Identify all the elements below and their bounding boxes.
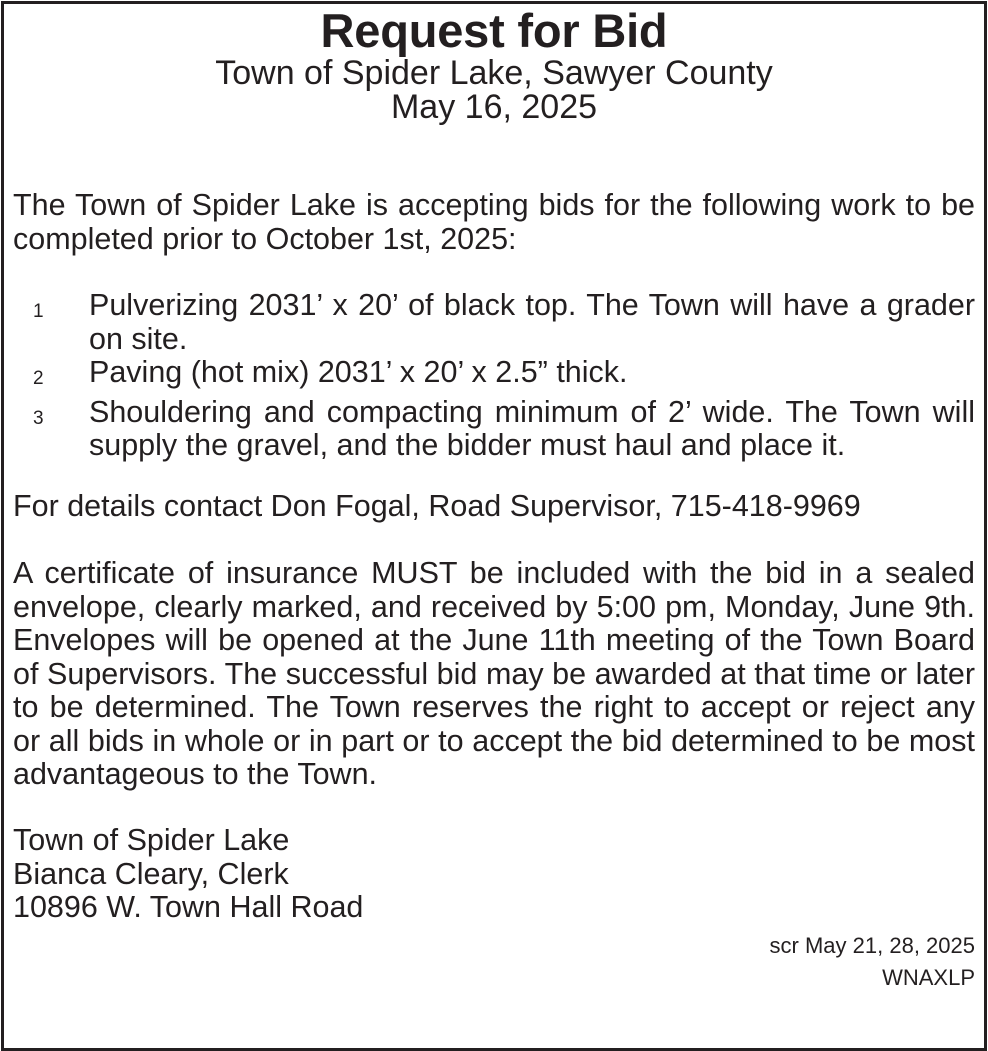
list-item <box>13 289 975 356</box>
publication-dates: scr May 21, 28, 2025 <box>769 933 975 958</box>
publication-footer <box>770 930 975 994</box>
work-items-list <box>13 289 975 463</box>
list-item-number: 1 <box>33 301 44 322</box>
list-item <box>13 396 975 463</box>
list-item <box>13 356 975 396</box>
notice-date: May 16, 2025 <box>390 88 598 126</box>
list-item-text: Shouldering and compacting minimum of 2’ wide. The Town will supply the gravel, and the bidder must haul and place it. <box>89 394 975 462</box>
signature-block <box>13 824 363 925</box>
insurance-paragraph: A certificate of insurance MUST be included with the bid in a sealed envelope, clearly marked, and received by 5:00 pm, Monday, June 9th. Envelopes will be opened at the June 11th meeting of the Town Board of Supervisors. The successful bid may be awarded at that time or later to be determined. The Town reserves the right to accept or reject any or all bids in whole or in part or to accept the bid determined to be most advantageous to the Town. <box>13 556 975 791</box>
signature-address: 10896 W. Town Hall Road <box>13 890 364 924</box>
notice-header <box>4 6 984 124</box>
contact-line: For details contact Don Fogal, Road Supervisor, 715-418-9969 <box>13 489 861 523</box>
legal-notice <box>1 1 987 1051</box>
list-item-number: 3 <box>33 407 44 429</box>
list-item-text: Paving (hot mix) 2031’ x 20’ x 2.5” thick. <box>89 355 628 389</box>
list-item-number: 2 <box>33 368 44 389</box>
publication-code: WNAXLP <box>882 965 975 990</box>
page-title: Request for Bid <box>320 4 668 57</box>
signature-name: Bianca Cleary, Clerk <box>13 856 289 891</box>
list-item-text: Pulverizing 2031’ x 20’ of black top. The Town will have a grader on site. <box>89 288 975 356</box>
notice-subtitle: Town of Spider Lake, Sawyer County <box>215 54 773 92</box>
signature-org: Town of Spider Lake <box>13 823 290 857</box>
intro-paragraph: The Town of Spider Lake is accepting bids for the following work to be completed prior to October 1st, 2025: <box>13 188 975 256</box>
